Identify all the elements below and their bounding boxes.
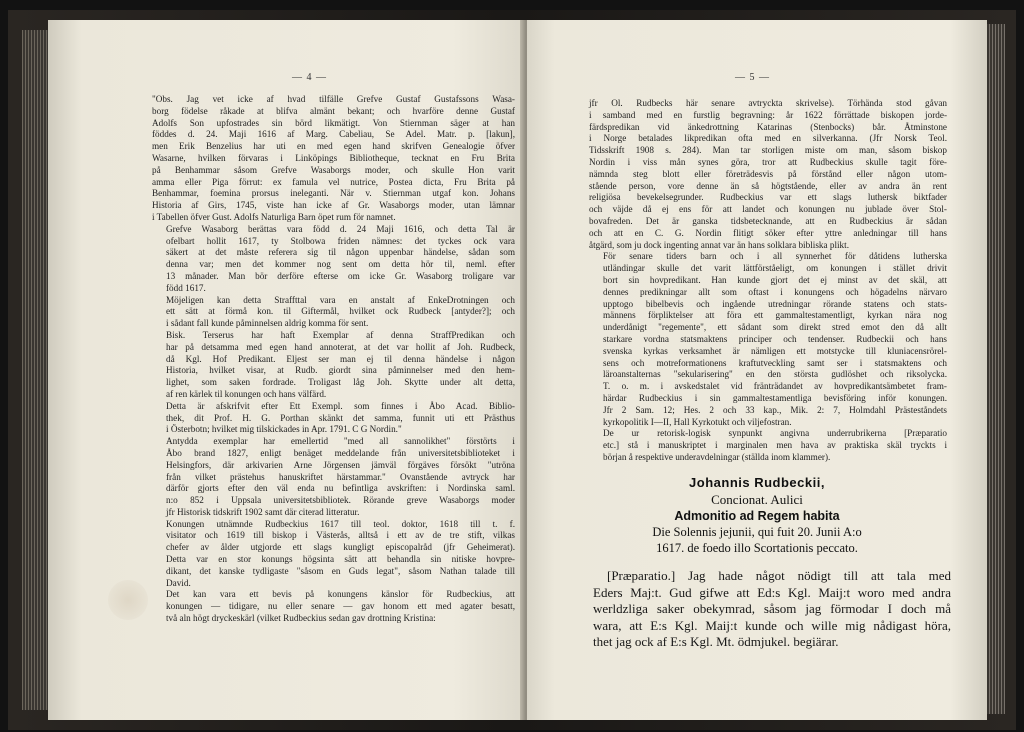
text-line: i sådant fall kunde påminnelsen aldrig komma för sent.	[166, 318, 369, 329]
text-line: stående person, vore denne än så högtstående, eller av andra än rent	[589, 180, 947, 191]
text-line: Bisk. Terserus har haft Exemplar af denna StraffPredikan och	[166, 329, 515, 340]
text-line: säkert at det måste referera sig til någon uppenbar händelse, sådan som	[166, 247, 515, 258]
left_page-paragraph	[152, 436, 515, 519]
left_page-paragraph	[152, 519, 515, 590]
text-line: 13 månader. Man bör derföre efterse om icke Gr. Wasaborg troligare var	[166, 270, 515, 281]
left_page-paragraph	[152, 94, 515, 224]
text-line: Åbo brand 1827, enligt benäget meddelande från universitetsbiblioteket i	[166, 447, 515, 458]
text-line: upptogo bibelbevis och ingående utredningar rörande statens och stats-	[603, 298, 947, 309]
left_page-paragraph	[152, 295, 515, 330]
text-line: männens förpliktelser att föra ett gammaltestamentligt, kyrkan nära nog	[603, 310, 947, 321]
text-line: af ren kärlek til konungen och hans välfärd.	[166, 388, 327, 399]
text-line: Konungen utnämnde Rudbeckius 1617 till teol. doktor, 1618 till t. f.	[166, 518, 515, 529]
text-line: ofelbart hollit 1617, ty Stolbowa friden nämnes: det tyckes ock vara	[166, 235, 515, 246]
text-line: i Norge betalades likpredikan ofta med en silverkanna. (Jfr Norsk Teol.	[589, 133, 947, 144]
right_page-paragraph	[589, 428, 947, 463]
text-line: Detta är afskrifvit efter Ett Exempl. som finnes i Åbo Acad. Biblio-	[166, 400, 515, 411]
text-line: Adolfs Son upfostrades sin börd likmätigt. Von Stiernman säger at han	[152, 117, 515, 128]
text-line: i Tabellen öfver Gust. Adolfs Naturliga Barn öpet rum för namnet.	[152, 211, 396, 222]
left_page-paragraph	[152, 589, 515, 624]
text-line: Historia af Girs, 1745, viste han icke af Gr. Wasaborgs moder, utan lämnar	[152, 200, 515, 211]
text-line: läroanstalternas "sekularisering" en den största gudlöshet och riksolycka.	[603, 369, 947, 380]
text-line: bovafreden. Det är ganska tidsbetecknande, att en Rudbeckius är sådan	[589, 215, 947, 226]
heading-title: Admonitio ad Regem habita	[674, 509, 840, 523]
text-line: bort sin hovpredikant. Han kunde gjort det ej minst av det skäl, att	[603, 274, 947, 285]
text-line: två aln högt dryckeskärl (vilket Rudbeckius sedan gav drottning Kristina:	[166, 613, 436, 624]
text-line: lighet, som saken fordrade. Troligast låg Joh. Skytte under alt detta,	[166, 377, 515, 388]
text-line: i samband med en furstlig begravning: år 1622 förrättade biskopen jorde-	[589, 109, 947, 120]
right-page-edges	[987, 24, 1005, 714]
text-line: Benhammar, foemina prorsus ineleganti. När v. Stiernman utgaf kon. Johans	[152, 188, 515, 199]
text-line: dennes predikningar allt som oftast i konungens och högadelns närvaro	[603, 286, 947, 297]
text-line: sens och motreformationens kraftutveckling samt ser i statsmaktens och	[603, 357, 947, 368]
transcription-line: werldzliga saker obekymrad, såsom jag förmodar I doch må	[593, 601, 951, 616]
text-line: Historia, hvilket visar, at Rudb. giordt sina påminnelser med den hem-	[166, 365, 515, 376]
text-line: Det kan vara ett bevis på konungens känslor för Rudbeckius, att	[166, 589, 515, 600]
text-line: chefer av ålder utgjorde ett slags kungligt episcopalråd (jfr Geheimerat).	[166, 542, 515, 553]
transcription-line: Eders Maj:t. Gud gifwe att Ed:s Kgl. Maij:t woro med andra	[593, 584, 951, 600]
text-line: Antydda exemplar har emellertid "med all sannolikhet" förstörts i	[166, 436, 515, 447]
left_page-paragraph	[152, 401, 515, 436]
text-line: har på detsamma med egen hand annoterat, at det var hollit af Joh. Rudbeck,	[166, 341, 515, 352]
left-page-body	[152, 94, 515, 625]
text-line: svenska kyrkas verksamhet är nämligen ett motstycke till kluniacensrörel-	[603, 345, 947, 356]
text-line: denna var; men det kommer nog sent om detta hör til, neml. efter	[166, 259, 515, 270]
text-line: dikant, det kanske tydligaste "såsom en Guds legat", såsom Nathan talade till	[166, 565, 515, 576]
text-line: borg födelse råkade at blifva almänt bekant; och hvarföre denne Gustaf	[152, 105, 515, 116]
right-page-body	[589, 98, 947, 464]
left_page-paragraph	[152, 224, 515, 295]
transcription-line: thet jag ock af E:s Kgl. Mt. ödmjukel. begiärar.	[593, 634, 839, 649]
text-line: Grefve Wasaborg berättas vara född d. 24 Maji 1616, och detta Tal är	[166, 223, 515, 234]
heading-author: Johannis Rudbeckii,	[689, 475, 825, 490]
text-line: n:o 852 i Uppsala universitetsbibliotek. Rörande greve Wasaborgs moder	[166, 495, 515, 506]
text-line: Helsingfors, där arkivarien Arne Jörgensen jämväl förgäves försökt "utröna	[166, 459, 515, 470]
text-line: i Österbotn; hvilket mig tilskickades in Apr. 1791. C G Nordin."	[166, 424, 402, 435]
text-line: Detta var en stor konungs högsinta sätt att behandla sin nitiske hovpre-	[166, 554, 515, 565]
text-line: men Erik Benzelius har uti en med egen hand skrifven Genealogie öfver	[152, 141, 515, 152]
text-line: från vilket prästehus hanuskriftet härstammar." Ovanstående avtryck har	[166, 471, 515, 482]
heading-role: Concionat. Aulici	[711, 492, 803, 507]
text-line: Jfr 2 Sam. 12; Hes. 2 och 33 kap., Mik. 2: 7, Holmdahl Prästeståndets	[603, 404, 947, 415]
text-line: nämnda steg blott eller företrädesvis på förstånd eller någon utom-	[589, 168, 947, 179]
left-page	[48, 20, 525, 720]
text-line: konungen — tidigare, nu eller senare — gav honom ett med agater besatt,	[166, 601, 515, 612]
right_page-paragraph	[589, 98, 947, 251]
text-line: härdar Rudbeckius i sin gammaltestamentliga bevisföring inför konungen.	[603, 392, 947, 403]
text-line: Wasarne, hvilken förvaras i Linköpings Bibliotheque, tecknat en Fru Brita	[152, 152, 515, 163]
text-line: T. o. m. i avskedstalet vid fränträdandet av hovpredikantsämbetet fram-	[603, 381, 947, 392]
text-line: visitator och 1619 till biskop i Västerås, alltså i ett av de tre stift, vilkas	[166, 530, 515, 541]
text-line: utländingar skulle det varit lättförståeligt, om konungen i stället drivit	[603, 263, 947, 274]
text-line: Tidsskrift 1908 s. 284). Man tar storligen miste om man, såsom biskop	[589, 145, 947, 156]
text-line: och väjde då ej ens för att landet och konungen nu jublade över Stol-	[589, 204, 947, 215]
text-line: därför gjorts efter den väl enda nu befintliga avskriften: i Nordinska saml.	[166, 483, 515, 494]
right_page-paragraph	[589, 251, 947, 428]
text-line: starkare vordna statsmaktens principer och tendenser. Rudbeckii och hans	[603, 333, 947, 344]
paper-stain	[108, 580, 148, 620]
text-line: ett sätt at förmå kon. til Giftermål, hvilket ock Rudbeck [antyder?]; och	[166, 306, 515, 317]
right-page-number: — 5 —	[735, 72, 770, 83]
right-page	[527, 20, 987, 720]
heading-date-line: Die Solennis jejunii, qui fuit 20. Junii A:o	[652, 525, 862, 539]
text-line: amma eller Piga förrut: ex famula vel nutrice, Postea dicta, Fru Brita på	[152, 176, 515, 187]
left-page-number: — 4 —	[292, 72, 327, 83]
text-line: "Obs. Jag vet icke af hvad tilfälle Grefve Gustaf Gustafssons Wasa-	[152, 94, 515, 104]
text-line: kyrkopolitik I—II, Hall Kyrkotukt och viljefostran.	[603, 416, 792, 427]
text-line: född 1617.	[166, 282, 206, 293]
text-line: jfr Ol. Rudbecks här senare avtryckta skrivelse). Törhända stod gåvan	[589, 98, 947, 108]
text-line: då Kgl. Hof Predikant. Eljest ser man ej til denna händelse i någon	[166, 353, 515, 364]
text-line: Nordin i viss mån synes göra, tror att Rudbeckius skulle tagit före-	[589, 156, 947, 167]
transcription-text	[593, 568, 951, 651]
text-line: jfr Historisk tidskrift 1902 samt där citerad litteratur.	[166, 506, 360, 517]
text-line: thek, dit Prof. H. G. Porthan skänkt det samma, funnit uti ett Prästhus	[166, 412, 515, 423]
text-line: färdspredikan vid änkedrottning Katarinas (Stenbocks) bår. Åtminstone	[589, 121, 947, 132]
text-line: etc.] stå i manuskriptet i marginalen men hava av praktiska skäl tryckts i	[603, 440, 947, 451]
text-line: religiösa bevekelsegrunder. Rudbeckius var ett slags luthersk biktfader	[589, 192, 947, 203]
left-page-edges	[22, 30, 48, 710]
transcription-line: wara, att E:s Kgl. Maij:t kunde och wille mig nådigast höra,	[593, 617, 951, 633]
heading-sub-line: 1617. de foedo illo Scortationis peccato.	[656, 541, 858, 555]
text-line: David.	[166, 577, 191, 588]
left_page-paragraph	[152, 330, 515, 401]
text-line: på Benhammar såsom Grefve Wasaborgs moder, och skulle Hon varit	[152, 164, 515, 175]
text-line: början å respektive underavdelningar (ställda inom klammer).	[603, 451, 831, 462]
text-line: underdånigt "regemente", ett sådant som direkt stred emot den då allt	[603, 322, 947, 333]
text-line: För senare tiders barn och i all synnerhet för dåtidens lutherska	[603, 251, 947, 262]
text-line: åtgärd, som ju dock ingenting annat var än hans solklara bibliska plikt.	[589, 239, 849, 250]
transcription-line: [Præparatio.] Jag hade något nödigt till att tala med	[607, 568, 951, 583]
text-line: De ur retorisk-logisk synpunkt angivna underrubrikerna [Præparatio	[603, 428, 947, 439]
text-line: föddes d. 24. Maji 1616 af Marg. Cabeliau, Se Adel. Matr. p. [lakun],	[152, 129, 515, 140]
text-line: Möjeligen kan detta Straffttal vara en anstalt af EnkeDrotningen och	[166, 294, 515, 305]
text-line: och att en C. G. Nordin flitigt söker efter yttre anledningar till hans	[589, 227, 947, 238]
